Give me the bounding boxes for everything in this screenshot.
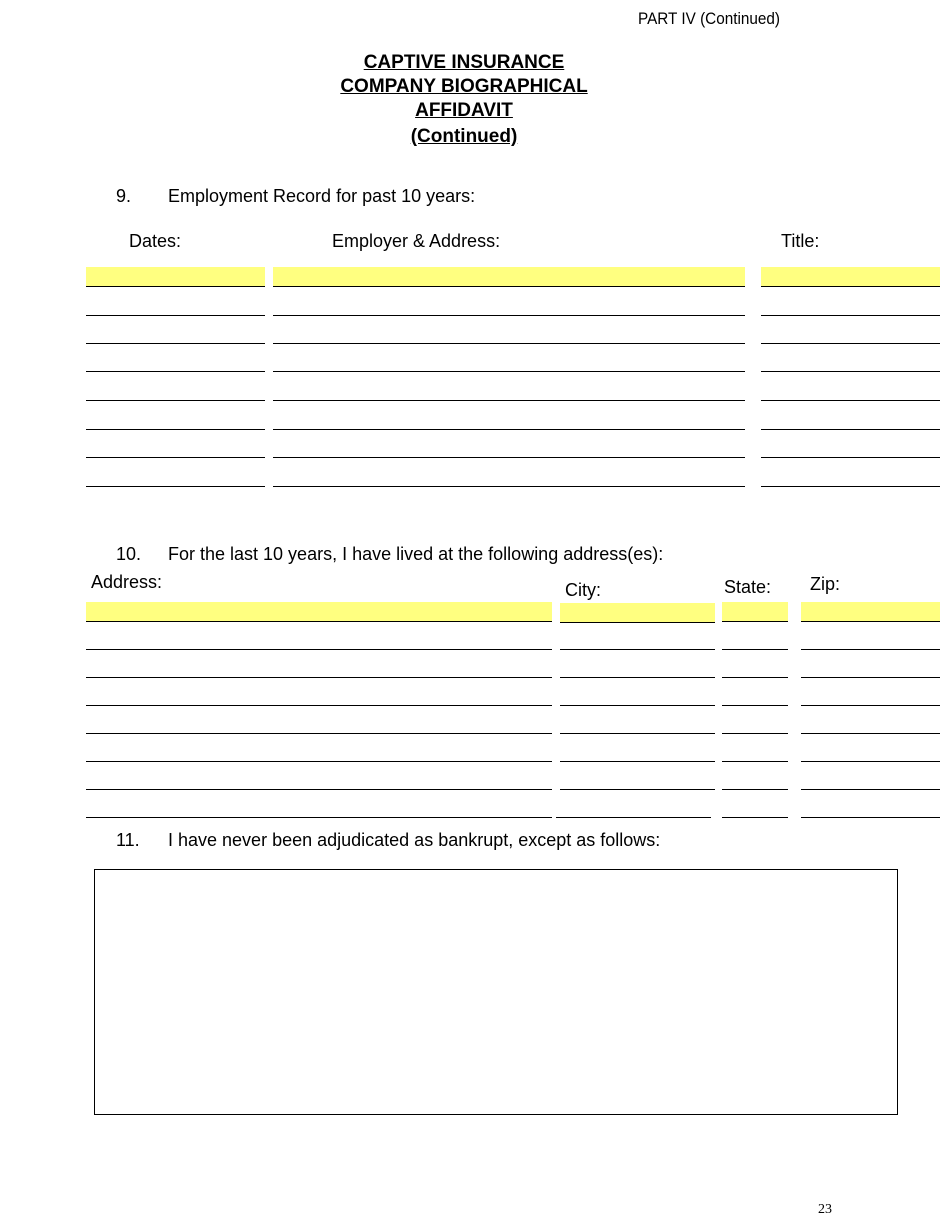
section-9-question: Employment Record for past 10 years: <box>168 186 476 206</box>
residence-address-field[interactable] <box>86 770 552 790</box>
employment-title-field[interactable] <box>761 267 940 287</box>
employment-employer-field[interactable] <box>273 467 745 487</box>
state-column-header: State: <box>724 577 772 597</box>
zip-column-header: Zip: <box>810 574 841 594</box>
residence-state-field[interactable] <box>722 770 788 790</box>
residence-city-field[interactable] <box>560 686 715 706</box>
residence-state-field[interactable] <box>722 714 788 734</box>
residence-state-field[interactable] <box>722 658 788 678</box>
residence-zip-field[interactable] <box>801 686 940 706</box>
employment-title-field[interactable] <box>761 410 940 430</box>
address-column-header: Address: <box>91 572 163 592</box>
residence-city-field[interactable] <box>556 798 711 818</box>
employment-title-field[interactable] <box>761 381 940 401</box>
employment-employer-field[interactable] <box>273 438 745 458</box>
residence-address-field[interactable] <box>86 602 552 622</box>
employment-dates-field[interactable] <box>86 324 265 344</box>
part-header: PART IV (Continued) <box>638 9 781 28</box>
residence-address-field[interactable] <box>86 742 552 762</box>
section-11-number: 11. <box>116 830 140 850</box>
employment-dates-field[interactable] <box>86 438 265 458</box>
residence-zip-field[interactable] <box>801 798 940 818</box>
city-column-header: City: <box>565 580 601 600</box>
employment-employer-field[interactable] <box>273 267 745 287</box>
employment-title-field[interactable] <box>761 438 940 458</box>
employment-dates-field[interactable] <box>86 410 265 430</box>
section-10-question: For the last 10 years, I have lived at the following address(es): <box>168 544 664 564</box>
page-number: 23 <box>818 1202 832 1217</box>
residence-zip-field[interactable] <box>801 630 940 650</box>
title-line-1: CAPTIVE INSURANCE <box>363 52 565 73</box>
employer-column-header: Employer & Address: <box>332 231 501 251</box>
residence-state-field[interactable] <box>722 686 788 706</box>
employment-dates-field[interactable] <box>86 352 265 372</box>
employment-employer-field[interactable] <box>273 352 745 372</box>
residence-state-field[interactable] <box>722 602 788 622</box>
residence-state-field[interactable] <box>722 630 788 650</box>
residence-city-field[interactable] <box>560 658 715 678</box>
residence-address-field[interactable] <box>86 798 552 818</box>
employment-employer-field[interactable] <box>273 296 745 316</box>
bankruptcy-explanation-box[interactable] <box>94 869 898 1115</box>
residence-state-field[interactable] <box>722 798 788 818</box>
residence-zip-field[interactable] <box>801 658 940 678</box>
residence-city-field[interactable] <box>560 770 715 790</box>
title-line-4: (Continued) <box>410 126 518 147</box>
section-9-number: 9. <box>116 186 132 206</box>
residence-address-field[interactable] <box>86 686 552 706</box>
employment-title-field[interactable] <box>761 296 940 316</box>
employment-employer-field[interactable] <box>273 381 745 401</box>
employment-dates-field[interactable] <box>86 467 265 487</box>
employment-employer-field[interactable] <box>273 410 745 430</box>
employment-title-field[interactable] <box>761 324 940 344</box>
employment-dates-field[interactable] <box>86 296 265 316</box>
employment-employer-field[interactable] <box>273 324 745 344</box>
residence-city-field[interactable] <box>560 630 715 650</box>
residence-zip-field[interactable] <box>801 714 940 734</box>
residence-state-field[interactable] <box>722 742 788 762</box>
title-line-2: COMPANY BIOGRAPHICAL <box>340 76 588 97</box>
dates-column-header: Dates: <box>129 231 182 251</box>
residence-address-field[interactable] <box>86 658 552 678</box>
residence-city-field[interactable] <box>560 742 715 762</box>
employment-title-field[interactable] <box>761 467 940 487</box>
section-10-number: 10. <box>116 544 142 564</box>
title-line-3: AFFIDAVIT <box>415 100 513 121</box>
title-column-header: Title: <box>781 231 820 251</box>
residence-address-field[interactable] <box>86 630 552 650</box>
section-11-question: I have never been adjudicated as bankrupt, except as follows: <box>168 830 661 850</box>
employment-title-field[interactable] <box>761 352 940 372</box>
employment-dates-field[interactable] <box>86 381 265 401</box>
residence-address-field[interactable] <box>86 714 552 734</box>
residence-zip-field[interactable] <box>801 742 940 762</box>
employment-dates-field[interactable] <box>86 267 265 287</box>
residence-zip-field[interactable] <box>801 602 940 622</box>
residence-city-field[interactable] <box>560 714 715 734</box>
residence-city-field[interactable] <box>560 603 715 623</box>
residence-zip-field[interactable] <box>801 770 940 790</box>
